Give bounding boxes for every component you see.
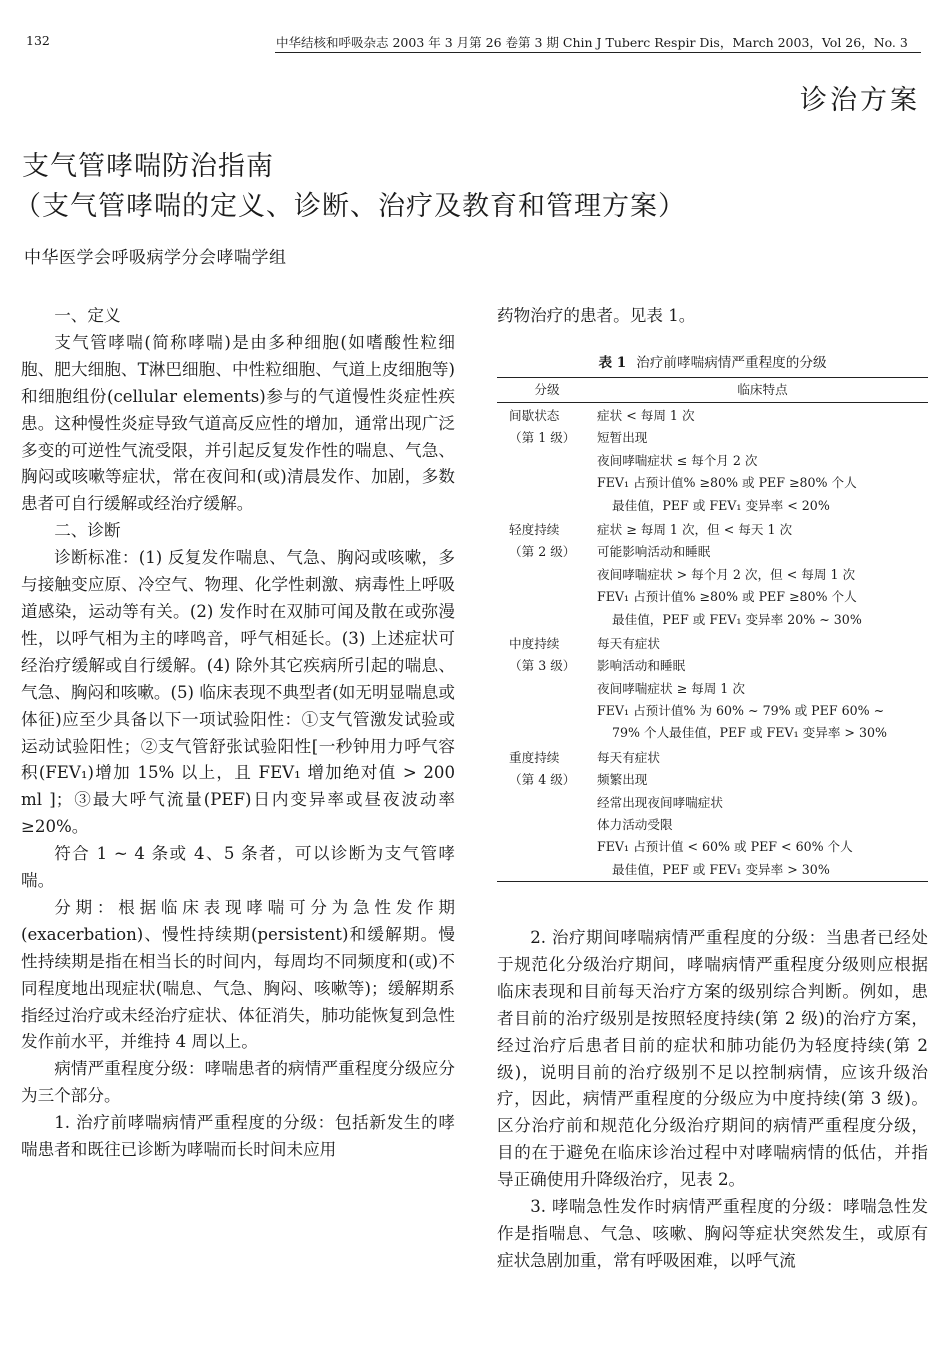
paragraph-pretreatment-grading: 1. 治疗前哮喘病情严重程度的分级：包括新发生的哮喘患者和既往已诊断为哮喘而长时间未应用 <box>21 1113 455 1160</box>
header-rule <box>275 52 921 53</box>
feature-line: 症状 ≥ 每周 1 次，但 < 每天 1 次 <box>597 521 793 537</box>
features-cell <box>597 405 928 517</box>
table-row-group <box>497 745 928 881</box>
paragraph-diagnostic-criteria: 诊断标准：(1) 反复发作喘息、气急、胸闷或咳嗽，多与接触变应原、冷空气、物理、化学性刺激、病毒性上呼吸道感染，运动等有关。(2) 发作时在双肺可闻及散在或弥漫性，以呼气相为主的哮鸣音，呼气相延长。(3) 上述症状可经治疗缓解或自行缓解。(4) 除外其它疾病所引起的喘息、气急、胸闷和咳嗽。(5) 临床表现不典型者(如无明显喘息或体征)应至少具备以下一项试验阳性：①支气管激发试验或运动试验阳性；②支气管舒张试验阳性[一秒钟用力呼气容积(FEV₁)增加 15% 以上，且 FEV₁ 增加绝对值 > 200 ml ]；③最大呼气流量(PEF)日内变异率或昼夜波动率 ≥20%。 <box>21 548 455 837</box>
grade-label: （第 4 级） <box>509 772 576 788</box>
paragraph-treatment-grading: 2. 治疗期间哮喘病情严重程度的分级：当患者已经处于规范化分级治疗期间，哮喘病情严重程度分级则应根据临床表现和目前每天治疗方案的级别综合判断。例如，患者目前的治疗级别是按照轻度持续(第 2 级)的治疗方案，经过治疗后患者目前的症状和肺功能仍为轻度持续(第 2 级)，说明目前的治疗级别不足以控制病情，应该升级治疗，因此，病情严重程度的分级应为中度持续(第 3 级)。区分治疗前和规范化分级治疗期间的病情严重程度分级，目的在于避免在临床诊治过程中对哮喘病情的低估，并指导正确使用升降级治疗，见表 2。 <box>497 928 928 1190</box>
table-row-group <box>497 517 928 631</box>
paragraph-staging: 分期：根据临床表现哮喘可分为急性发作期(exacerbation)、慢性持续期(persistent)和缓解期。慢性持续期是指在相当长的时间内，每周均不同频度和(或)不同程度地出现症状(喘息、气急、胸闷、咳嗽等)；缓解期系指经过治疗或未经治疗症状、体征消失，肺功能恢复到急性发作前水平，并维持 4 周以上。 <box>21 897 455 1052</box>
feature-line: 体力活动受限 <box>597 817 673 833</box>
feature-line: 可能影响活动和睡眠 <box>597 544 711 560</box>
table-title: 治疗前哮喘病情严重程度的分级 <box>636 355 827 371</box>
grade-label: （第 3 级） <box>509 658 576 674</box>
paragraph-definition: 支气管哮喘(简称哮喘)是由多种细胞(如嗜酸性粒细胞、肥大细胞、T淋巴细胞、中性粒细胞、气道上皮细胞等)和细胞组份(cellular elements)参与的气道慢性炎症性疾患。这种慢性炎症导致气道高反应性的增加，通常出现广泛多变的可逆性气流受限，并引起反复发作性的喘息、气急、胸闷或咳嗽等症状，常在夜间和(或)清晨发作、加剧，多数患者可自行缓解或经治疗缓解。 <box>21 332 455 514</box>
table-body <box>497 403 928 881</box>
features-cell <box>597 633 928 745</box>
article-title: 支气管哮喘防治指南 <box>22 151 274 182</box>
page-number: 132 <box>26 33 50 48</box>
feature-line: 每天有症状 <box>597 635 660 651</box>
feature-line: 最佳值，PEF 或 FEV₁ 变异率 < 20% <box>612 497 830 513</box>
paragraph-diagnosis-conclusion: 符合 1 ~ 4 条或 4、5 条者，可以诊断为支气管哮喘。 <box>21 844 455 891</box>
table-header-row <box>497 378 928 403</box>
author-line: 中华医学会呼吸病学分会哮喘学组 <box>24 248 287 268</box>
table-1 <box>497 350 928 882</box>
table-row-group <box>497 403 928 517</box>
table-row-group <box>497 631 928 745</box>
feature-line: 夜间哮喘症状 > 每个月 2 次，但 < 每周 1 次 <box>597 566 856 582</box>
feature-line: FEV₁ 占预计值 < 60% 或 PEF < 60% 个人 <box>597 839 853 855</box>
right-column-top <box>497 303 928 330</box>
table-number: 表 1 <box>598 355 627 371</box>
grade-cell <box>497 633 597 745</box>
grade-label: （第 1 级） <box>509 430 576 446</box>
heading-definition: 一、定义 <box>54 306 121 325</box>
feature-line: FEV₁ 占预计值% ≥80% 或 PEF ≥80% 个人 <box>597 475 857 491</box>
article-subtitle: （支气管哮喘的定义、诊断、治疗及教育和管理方案） <box>14 191 686 222</box>
grade-label: （第 2 级） <box>509 544 576 560</box>
left-column <box>21 303 455 1164</box>
column-header-grade: 分级 <box>534 382 560 397</box>
feature-line: FEV₁ 占预计值% ≥80% 或 PEF ≥80% 个人 <box>597 589 857 605</box>
feature-line: 每天有症状 <box>597 749 660 765</box>
paragraph-continuation: 药物治疗的患者。见表 1。 <box>497 306 696 325</box>
features-cell <box>597 519 928 631</box>
grade-label: 轻度持续 <box>509 521 560 537</box>
grade-cell <box>497 747 597 881</box>
running-head: 中华结核和呼吸杂志 2003 年 3 月第 26 卷第 3 期 Chin J Tuberc Respir Dis，March 2003，Vol 26，No. 3 <box>276 35 908 50</box>
grade-cell <box>497 519 597 631</box>
feature-line: 夜间哮喘症状 ≤ 每个月 2 次 <box>597 452 758 468</box>
grade-label: 中度持续 <box>509 635 560 651</box>
feature-line: 79% 个人最佳值，PEF 或 FEV₁ 变异率 > 30% <box>612 725 887 741</box>
heading-diagnosis: 二、诊断 <box>54 521 121 541</box>
feature-line: 最佳值，PEF 或 FEV₁ 变异率 > 30% <box>612 861 830 877</box>
column-header-features: 临床特点 <box>737 382 788 397</box>
right-column-bottom <box>497 925 928 1275</box>
grade-cell <box>497 405 597 517</box>
feature-line: 影响活动和睡眠 <box>597 658 686 674</box>
table-frame <box>497 377 928 882</box>
grade-label: 间歇状态 <box>509 408 560 423</box>
feature-line: 症状 < 每周 1 次 <box>597 408 695 423</box>
feature-line: 夜间哮喘症状 ≥ 每周 1 次 <box>597 680 745 696</box>
feature-line: 短暂出现 <box>597 430 648 446</box>
feature-line: FEV₁ 占预计值% 为 60% ~ 79% 或 PEF 60% ~ <box>597 703 885 719</box>
feature-line: 最佳值，PEF 或 FEV₁ 变异率 20% ~ 30% <box>612 611 862 627</box>
feature-line: 频繁出现 <box>597 772 648 788</box>
paragraph-severity: 病情严重程度分级：哮喘患者的病情严重程度分级应分为三个部分。 <box>21 1059 455 1106</box>
table-caption <box>497 350 928 377</box>
grade-label: 重度持续 <box>509 749 560 765</box>
feature-line: 经常出现夜间哮喘症状 <box>597 794 723 810</box>
features-cell <box>597 747 928 881</box>
paragraph-acute-grading: 3. 哮喘急性发作时病情严重程度的分级：哮喘急性发作是指喘息、气急、咳嗽、胸闷等症状突然发生，或原有症状急剧加重，常有呼吸困难，以呼气流 <box>497 1197 928 1270</box>
section-label: 诊治方案 <box>800 85 920 116</box>
